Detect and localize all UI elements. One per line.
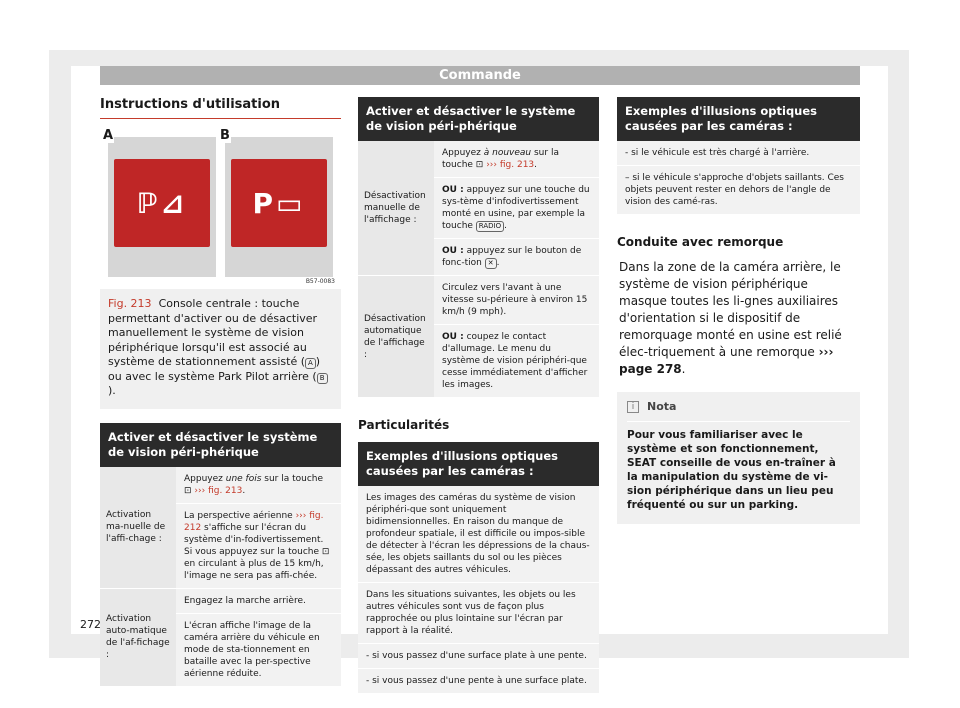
row-cells [434, 276, 599, 398]
deactivation-table [358, 141, 599, 398]
fig-link[interactable]: ››› fig. 212 [184, 510, 324, 533]
table-title: Activer et désactiver le système de vision péri-phérique [100, 423, 341, 467]
activation-table [100, 423, 341, 687]
column-1 [100, 97, 341, 687]
table-cell: OU : appuyez sur le bouton de fonc-tion ✕ . [434, 239, 599, 275]
close-key-icon: ✕ [485, 258, 497, 269]
figure-213 [100, 129, 341, 409]
figure-ref: Fig. 213 [108, 297, 152, 310]
figure-images [100, 129, 341, 289]
row-label: Activation auto-matique de l'af-fichage : [100, 589, 176, 687]
box-paragraph: - si le véhicule est très chargé à l'arrière. [617, 141, 860, 166]
table-cell: OU : coupez le contact d'allumage. Le menu du système de vision périphéri-que cesse immédiatement d'afficher les images. [434, 325, 599, 397]
nota-text: Pour vous familiariser avec le système et son fonctionnement, SEAT conseille de vous en-traîner à la manipulation du système de vi-sion périphérique dans un lieu peu fréquenté ou sur un parking. [627, 429, 836, 511]
caption-text-mid: ) ou avec le système Park Pilot arrière ( [108, 355, 321, 383]
figure-code: B57-0083 [305, 278, 335, 285]
box-paragraph: - si vous passez d'une surface plate à une pente. [358, 644, 599, 669]
row-cells [176, 589, 341, 687]
trailer-heading: Conduite avec remorque [617, 235, 784, 249]
panel-b [220, 128, 333, 277]
panel-a-label: A [102, 128, 114, 143]
row-label: Désactivation manuelle de l'affichage : [358, 141, 434, 276]
table-title: Activer et désactiver le système de vision péri-phérique [358, 97, 599, 141]
row-label: Désactivation automatique de l'affichage : [358, 276, 434, 398]
column-3 [617, 97, 860, 524]
section-title: Instructions d'utilisation [100, 97, 341, 119]
box-paragraph: Les images des caméras du système de vision périphéri-que sont uniquement bidimensionnelles. En raison du manque de profondeur spatiale, il est difficile ou impos-sible de détecter à l'écran les dépressions de la chaus-sée, les objets saillants du sol ou les pièces dépassant des autres véhicules. [358, 486, 599, 583]
illusions-box-cont [617, 97, 860, 215]
caption-text-end: ). [108, 384, 116, 397]
table-cell: Engagez la marche arrière. [176, 589, 341, 614]
box-paragraph: - si vous passez d'une pente à une surface plate. [358, 669, 599, 694]
radio-key-icon: RADIO [476, 221, 504, 232]
row-cells [434, 141, 599, 276]
illusions-box [358, 442, 599, 694]
caption-key-a: A [305, 358, 316, 369]
particularites-heading: Particularités [358, 418, 450, 432]
caption-key-b: B [317, 373, 328, 384]
trailer-paragraph: Dans la zone de la caméra arrière, le système de vision périphérique masque toutes les li-gnes auxiliaires d'orientation si le dispositif de remorquage monté en usine est relié élec-triquement à une remorque ››› page 278. [619, 260, 842, 376]
table-cell: Appuyez à nouveau sur la touche ⊡ ››› fig. 213. [434, 141, 599, 178]
panel-a [102, 128, 216, 277]
info-icon: i [627, 401, 639, 413]
row-cells [176, 467, 341, 589]
panel-b-label: B [220, 128, 230, 143]
table-cell: Circulez vers l'avant à une vitesse su-périeure à environ 15 km/h (9 mph). [434, 276, 599, 325]
box-paragraph: – si le véhicule s'approche d'objets saillants. Ces objets peuvent rester en dehors de l'angle de vision des camé-ras. [617, 166, 860, 215]
row-label: Activation ma-nuelle de l'affi-chage : [100, 467, 176, 589]
box-paragraph: Dans les situations suivantes, les objets ou les autres véhicules sont vus de façon plus rapprochée ou plus lointaine sur l'écran par rapport à la réalité. [358, 583, 599, 644]
caption-text: Console centrale : touche permettant d'activer ou de désactiver manuellement le système de vision périphérique lorsqu'il est associé au système de stationnement assisté ( [108, 297, 318, 368]
table-cell: L'écran affiche l'image de la caméra arrière du véhicule en mode de sta-tionnement en bataille avec la per-spective aérienne réduite. [176, 614, 341, 686]
figure-caption [100, 289, 341, 409]
box-title: Exemples d'illusions optiques causées par les caméras : [358, 442, 599, 486]
fig-link[interactable]: ››› fig. 213 [194, 485, 243, 496]
nota-box [617, 392, 860, 524]
column-2 [358, 97, 599, 694]
page-number: 272 [80, 618, 101, 631]
page-link[interactable]: ››› page 278 [619, 345, 834, 376]
table-cell: OU : appuyez sur une touche du sys-tème d'infodivertissement monté en usine, par exemple la touche RADIO . [434, 178, 599, 239]
box-title: Exemples d'illusions optiques causées par les caméras : [617, 97, 860, 141]
table-cell: Appuyez une fois sur la touche ⊡ ››› fig. 213. [176, 467, 341, 504]
park-assist-button [114, 159, 210, 247]
park-assist-icon: ℙ⊿ [136, 187, 188, 220]
fig-link[interactable]: ››› fig. 213 [486, 160, 535, 170]
park-camera-icon: P▭ [252, 187, 306, 220]
nota-title: Nota [647, 400, 677, 413]
running-header: Commande [100, 66, 860, 85]
table-cell: La perspective aérienne ››› fig. 212 s'affiche sur l'écran du système d'in-fodivertissement. Si vous appuyez sur la touche ⊡ en circulant à plus de 15 km/h, l'image ne sera pas affi-chée. [176, 504, 341, 588]
nota-header [627, 392, 850, 422]
park-pilot-button [231, 159, 327, 247]
